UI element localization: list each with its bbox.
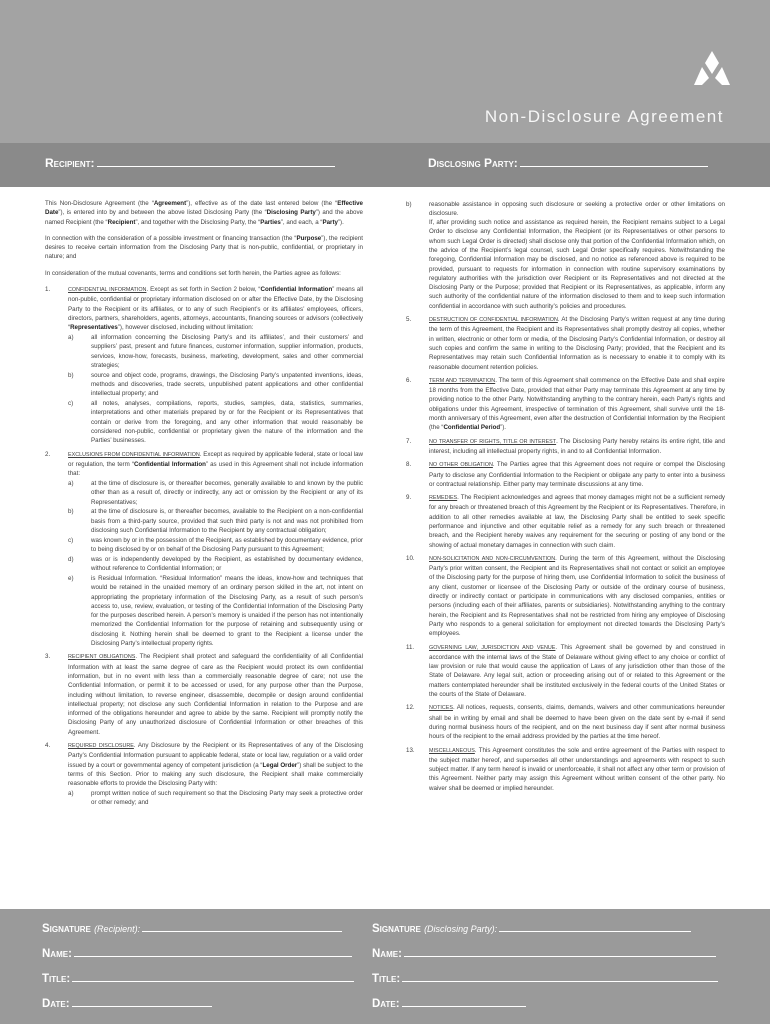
section-4-continuation: If, after providing such notice and assistance as required herein, the Recipient remains subject to a Legal Order to disclose any Confidential Information, the Recipient (or its Representatives or other persons to whom such Legal Order is directed) shall disclose only that portion of the Confidential Information which, on the advice of the Recipient’s legal counsel, such Legal Order specifically requires. Notwithstanding the foregoing, Confidential Information may be disclosed, and no notice as referenced above is required to be provided, pursuant to requests for information in connection with routine supervisory examinations by regulatory authorities with the jurisdiction over Recipient or its Representatives and not directed at the Disclosing Party or the Purpose; provided that Recipient or its Representatives, as applicable, inform any such authority of the confidential nature of the information disclosed to them and to keep such information confidential in accordance with such authority’s policies and procedures. xyxy=(429,219,725,310)
section-4-item-a: a) prompt written notice of such requirement so that the Disclosing Party may seek a protective order or other remedy; and xyxy=(68,790,363,807)
recipient-date-field[interactable]: Date: xyxy=(42,997,212,1010)
section-11: 11. GOVERNING LAW, JURISDICTION AND VENUE. This Agreement shall be governed by and construed in accordance with the internal laws of the State of Delaware without giving effect to any choice or conflict of law provision or rule that would cause the application of Laws of any jurisdiction other than those of the State of Delaware. Any legal suit, action or proceeding arising out of or related to this Agreement or the matters contemplated hereunder shall be instituted exclusively in the federal courts of the United States or the courts of the State of Delaware. xyxy=(406,643,725,699)
recipient-field[interactable] xyxy=(45,156,335,170)
disclosing-title-field[interactable]: Title: xyxy=(372,972,718,985)
section-7: 7. NO TRANSFER OF RIGHTS, TITLE OR INTEREST. The Disclosing Party hereby retains its entire right, title and interest, including all intellectual property rights, in and to all Confidential Information. xyxy=(406,437,725,455)
left-column xyxy=(45,199,363,812)
logo-mark-icon xyxy=(694,51,730,85)
disclosing-title-blank[interactable] xyxy=(402,972,718,982)
recipient-blank[interactable] xyxy=(97,156,335,167)
signature-block xyxy=(0,909,770,1024)
section-13: 13. MISCELLANEOUS. This Agreement constitutes the sole and entire agreement of the Parties with respect to the subject matter hereof, and supersedes all other understandings and agreements with respect to such subject matter. If any term hereof is invalid or unenforceable, it shall not affect any other term or provision of this Agreement. Neither party may assign this Agreement without written consent of the other party. No waiver shall be deemed or implied hereunder. xyxy=(406,746,725,792)
section-8: 8. NO OTHER OBLIGATION. The Parties agree that this Agreement does not require or compel the Disclosing Party to disclose any Confidential Information to the Recipient or obligate any party to enter into a business or contractual relationship. Either party may terminate discussions at any time. xyxy=(406,461,725,488)
section-4-continued xyxy=(406,200,725,312)
section-9: 9. REMEDIES. The Recipient acknowledges and agrees that money damages might not be a sufficient remedy for any breach or threatened breach of this Agreement by the Recipient or its Representatives. Therefore, in addition to all other remedies available at law, the Disclosing Party shall be entitled to seek specific performance and injunctive and other equitable relief as a remedy for any such breach or threatened breach, and the Recipient hereby waives any requirement for the securing or posting of any bond or the showing of actual monetary damages in connection with such claim. xyxy=(406,494,725,549)
recipient-name-field[interactable]: Name: xyxy=(42,947,352,960)
disclosing-date-field[interactable]: Date: xyxy=(372,997,526,1010)
section-5: 5. DESTRUCTION OF CONFIDENTIAL INFORMATION. At the Disclosing Party’s written request at any time during the term of this Agreement, the Recipient and its Representatives shall promptly destroy all copies, whether in written, electronic or other form or media, of the Disclosing Party’s Confidential Information, or destroy all such copies and confirm the same in writing to the Disclosing Party; provided, that the Recipient and its Representatives may retain such Confidential Information as is necessary to enable it to comply with its reasonable document retention policies. xyxy=(406,316,726,371)
disclosing-signature-blank[interactable] xyxy=(499,922,691,932)
section-6: 6. TERM AND TERMINATION. The term of this Agreement shall commence on the Effective Date and shall expire 18 months from the Effective Date, provided that either Party may terminate this Agreement at any time by providing notice to the other Party. Notwithstanding anything to the contrary herein, each Party’s rights and obligations under this Agreement, irrespective of termination of this Agreement, shall survive until the 18-month anniversary of this Agreement, even after the destruction of Confidential Information by the Recipient (the “Confidential Period”). xyxy=(406,376,725,432)
recipient-label: Recipient: xyxy=(45,156,95,170)
section-12: 12. NOTICES. All notices, requests, consents, claims, demands, waivers and other communications hereunder shall be in writing by email and shall be deemed to have been given on the date sent by e-mail if send during normal business hours of the recipient, and on the next business day if sent after normal business hours of the recipient to the email address provided by the parties at the time hereof. xyxy=(406,704,725,741)
section-2-item-d: d) was or is independently developed by the Recipient, as established by documentary evidence, without reference to Confidential Information; or xyxy=(68,555,363,573)
disclosing-signature-field[interactable]: Signature (Disclosing Party): xyxy=(372,922,691,935)
recipient-name-blank[interactable] xyxy=(74,947,352,957)
section-3: 3. RECIPIENT OBLIGATIONS. The Recipient shall protect and safeguard the confidentiality of all Confidential Information with at least the same degree of care as the Recipient would protect its own confidential information, but in no event with less than a commercially reasonable degree of care; not use the Confidential Information, or permit it to be accessed or used, for any purpose other than the Purpose, including without limitation, to reverse engineer, disassemble, decompile or design around confidential intellectual property; not disclose any such Confidential Information in relation to the Purpose and are informed of the obligations hereunder and agree to abide by the same. Recipient will promptly notify the Disclosing Party of any unauthorized disclosure of Confidential Information or other breaches of this Agreement. xyxy=(45,653,363,736)
section-2-item-b: b) at the time of disclosure is, or thereafter becomes, available to the Recipient on a non-confidential basis from a third-party source, provided that such third party is not and was not prohibited from disclosing such Confidential Information to the Recipient by any contractual obligation; xyxy=(68,508,363,534)
disclosing-name-blank[interactable] xyxy=(404,947,716,957)
section-10: 10. NON-SOLICITATION AND NON-CIRCUMVENTION. During the term of this Agreement, without the Disclosing Party’s prior written consent, the Recipient and its Representatives shall not contact or solicit an employee of the Disclosing party for the purpose of hiring them, use Confidential Information to solicit the business of any client, customer or licensee of the Disclosing Party or outside of the ordinary course of business, directly or indirectly contact or participate in communications with any disclosed companies, entities or persons (including each of their affiliates, parents or subsidiaries). Notwithstanding anything to the contrary herein, the Recipient and its Representatives shall not be restricted from hiring any employee of Disclosing Party who responds to a general solicitation for employment not directed towards the Disclosing Party’s employees. xyxy=(406,554,725,638)
disclosing-name-field[interactable]: Name: xyxy=(372,947,716,960)
recipient-title-field[interactable]: Title: xyxy=(42,972,354,985)
disclosing-party-label: Disclosing Party: xyxy=(428,156,518,170)
recipient-title-blank[interactable] xyxy=(72,972,354,982)
section-1-item-b: b) source and object code, programs, drawings, the Disclosing Party’s unpatented inventions, ideas, methods and discoveries, trade secrets, unpublished patent applications and other confidential intellectual property; and xyxy=(68,371,363,398)
purpose-paragraph: In connection with the consideration of a possible investment or financing transaction (the “Purpose”), the recipient desires to receive certain information from the Disclosing Party that is non-public, confidential, or proprietary in nature; and xyxy=(45,234,364,261)
disclosing-party-blank[interactable] xyxy=(520,156,708,167)
section-2-item-a: a) at the time of disclosure is, or thereafter becomes, generally available to and known by the public other than as a result of, directly or indirectly, any act or omission by the Recipient or any of its Representatives; xyxy=(68,480,363,506)
document-header xyxy=(0,0,770,143)
recipient-signature-blank[interactable] xyxy=(142,922,342,932)
recipient-signature-field[interactable]: Signature (Recipient): xyxy=(42,922,342,935)
section-1-item-a: a) all information concerning the Disclosing Party’s and its affiliates’, and their customers’ and suppliers’ past, present and future finances, customer information, supplier information, products, services, know-how, forecasts, business, marketing, development, sales and other commercial strategies; xyxy=(68,334,363,369)
disclosing-party-field[interactable] xyxy=(428,156,708,170)
disclosing-date-blank[interactable] xyxy=(402,997,526,1007)
section-2-item-e: e) is Residual Information. “Residual Information” means the ideas, know-how and techniques that would be retained in the unaided memory of an ordinary person skilled in the art, not intent on appropriating the proprietary information of the Disclosing Party, as a result of such person’s access to, use, review, evaluation, or testing of the Confidential Information of the Disclosing Party for the purposes described herein. A person’s memory is unaided if the person has not intentionally memorized the Confidential Information for the purpose of retaining and subsequently using or disclosing it. Nothing herein shall be deemed to grant to the Recipient a license under the Disclosing Party’s intellectual property rights. xyxy=(68,574,363,648)
recipient-date-blank[interactable] xyxy=(72,997,212,1007)
section-2: 2. EXCLUSIONS FROM CONFIDENTIAL INFORMATION. Except as required by applicable federal, state or local law or regulation, the term “Confidential Information” as used in this Agreement shall not include information that: a) at the time of disclosure is, or thereafter becomes, generally available to and known by the public other than as a result of, directly or indirectly, any act or omission by the Recipient or any of its Representatives; b) at the time of disclosure is, or thereafter becomes, available to the Recipient on a non-confidential basis from a third-party source, provided that such third party is not and was not prohibited from disclosing such Confidential Information to the Recipient by any contractual obligation; c) was known by or in the possession of the Recipient, as established by documentary evidence, prior to being disclosed by or on behalf of the Disclosing Party pursuant to this Agreement; d) was or is independently developed by the Recipient, as established by documentary evidence, without reference to Confidential Information; or e) is Residual Information. “Residual Information” means the ideas, know-how and techniques that would be retained in the unaided memory of an ordinary person skilled in the art, not intent on appropriating the proprietary information of the Disclosing Party, as a result of such person’s access to, use, review, evaluation, or testing of the Confidential Information of the Disclosing Party for the purposes described herein. A person’s memory is unaided if the person has not intentionally memorized the Confidential Information for the purpose of retaining and subsequently using or disclosing it. Nothing herein shall be deemed to grant to the Recipient a license under the Disclosing Party’s intellectual property rights. xyxy=(45,450,364,648)
right-column xyxy=(406,199,725,797)
section-4-item-b: b) reasonable assistance in opposing such disclosure or seeking a protective order or other limitations on disclosure. xyxy=(406,200,725,217)
agreement-body xyxy=(0,187,770,909)
section-1: 1. CONFIDENTIAL INFORMATION. Except as set forth in Section 2 below, “Confidential Information” means all non-public, confidential or proprietary information disclosed on or after the Effective Date, by the Disclosing Party to the Recipient or its affiliates, or to any of such Recipient’s or its affiliates’ employees, officers, directors, partners, shareholders, agents, attorneys, accountants, financing sources or advisors (collectively “Representatives”), however disclosed, including without limitation: a) all information concerning the Disclosing Party’s and its affiliates’, and their customers’ and suppliers’ past, present and future finances, customer information, supplier information, products, services, know-how, forecasts, business, marketing, development, sales and other commercial strategies; b) source and object code, programs, drawings, the Disclosing Party’s unpatented inventions, ideas, methods and discoveries, trade secrets, unpublished patent applications and other confidential intellectual property; and c) all notes, analyses, compilations, reports, studies, samples, data, statistics, summaries, interpretations and other materials prepared by or for the Recipient or its Representatives that contain or derive from the foregoing, and any other information that would reasonably be considered non-public, confidential or proprietary given the nature of the information and the Parties’ businesses. xyxy=(45,286,364,445)
consideration-paragraph: In consideration of the mutual covenants, terms and conditions set forth herein, the Parties agree as follows: xyxy=(45,269,341,277)
section-4: 4. REQUIRED DISCLOSURE. Any Disclosure by the Recipient or its Representatives of any of the Disclosing Party’s Confidential Information pursuant to applicable federal, state or local law, regulation or a valid order issued by a court or governmental agency of competent jurisdiction (a “Legal Order”) shall be subject to the terms of this Section. Prior to making any such disclosure, the Recipient shall make commercially reasonable efforts to provide the Disclosing Party with: a) prompt written notice of such requirement so that the Disclosing Party may seek a protective order or other remedy; and xyxy=(45,742,364,807)
page-title: Non-Disclosure Agreement xyxy=(484,107,724,126)
section-1-item-c: c) all notes, analyses, compilations, reports, studies, samples, data, statistics, summaries, interpretations and other materials prepared by or for the Recipient or its Representatives that contain or derive from the foregoing, and any other information that would reasonably be considered non-public, confidential or proprietary given the nature of the information and the Parties’ businesses. xyxy=(68,400,363,445)
section-2-item-c: c) was known by or in the possession of the Recipient, as established by documentary evidence, prior to being disclosed by or on behalf of the Disclosing Party pursuant to this Agreement; xyxy=(68,536,363,554)
intro-paragraph: This Non-Disclosure Agreement (the “Agreement”), effective as of the date last entered below (the “Effective Date”), is entered into by and between the above listed Disclosing Party (the “Disclosing Party”) and the above named Recipient (the “Recipient”, and together with the Disclosing Party, the “Parties”, and each, a “Party”). xyxy=(45,200,363,226)
